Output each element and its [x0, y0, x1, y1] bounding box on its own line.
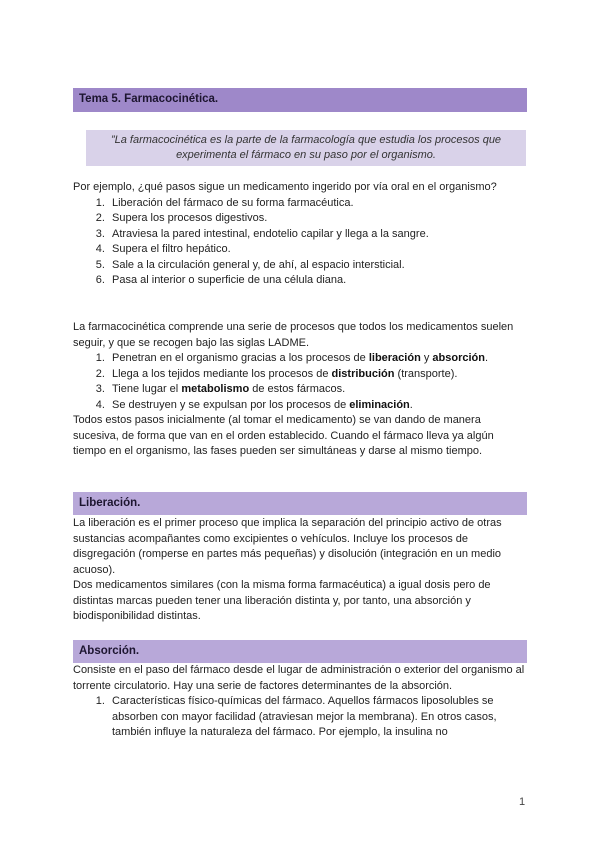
- list-item: 6. Pasa al interior o superficie de una célula diana.: [108, 273, 529, 289]
- list-item: 2. Supera los procesos digestivos.: [108, 211, 529, 227]
- list-item: 4. Supera el filtro hepático.: [108, 242, 529, 258]
- list-item: 3. Atraviesa la pared intestinal, endotelio capilar y llega a la sangre.: [108, 227, 529, 243]
- intro-section: [73, 180, 529, 289]
- liberacion-paragraph-1: La liberación es el primer proceso que implica la separación del principio activo de otras sustancias acompañantes como excipientes o vehículos. Incluye los procesos de disgregación (romperse en partes más pequeñas) y disolución (integración en un medio acuoso).: [73, 517, 502, 576]
- item-text: (transporte).: [394, 367, 458, 380]
- ladme-closing: Todos estos pasos inicialmente (al tomar el medicamento) se van dando de manera sucesiva, de forma que van en el orden establecido. Cuando el fármaco lleva ya algún tiempo en el organismo, las fases pueden ser simultáneas y darse al mismo tiempo.: [73, 414, 494, 457]
- item-text: Penetran en el organismo gracias a los procesos de: [112, 352, 369, 364]
- ladme-section: [73, 320, 529, 460]
- section-heading-absorcion: Absorción.: [73, 640, 527, 663]
- keyword-distribucion: distribución: [331, 367, 395, 380]
- absorcion-paragraph-1: Consiste en el paso del fármaco desde el lugar de administración o exterior del organismo al torrente circulatorio. Hay una serie de factores determinantes de la absorción.: [73, 664, 525, 692]
- item-text: y: [420, 352, 433, 364]
- list-item: 5. Sale a la circulación general y, de ahí, al espacio intersticial.: [108, 258, 529, 274]
- definition-quote: ”La farmacocinética es la parte de la farmacología que estudia los procesos que experimenta el fármaco en su paso por el organismo.: [86, 130, 526, 166]
- absorcion-factors-list: [73, 694, 529, 741]
- section-heading-liberacion: Liberación.: [73, 492, 527, 515]
- keyword-absorcion: absorción: [432, 352, 485, 364]
- item-text: .: [485, 352, 489, 364]
- liberacion-section: [73, 516, 529, 625]
- intro-question: Por ejemplo, ¿qué pasos sigue un medicamento ingerido por vía oral en el organismo?: [73, 181, 497, 193]
- ladme-intro: La farmacocinética comprende una serie de procesos que todos los medicamentos suelen seguir, y que se recogen bajo las siglas LADME.: [73, 321, 514, 349]
- list-item: [108, 351, 529, 367]
- list-item: [108, 398, 529, 414]
- item-text: Llega a los tejidos mediante los procesos de: [112, 367, 332, 380]
- list-item: [108, 382, 529, 398]
- keyword-eliminacion: eliminación: [349, 398, 410, 411]
- ladme-list: [73, 351, 529, 413]
- page-number: 1: [519, 796, 526, 808]
- list-item: 1. Características físico-químicas del fármaco. Aquellos fármacos liposolubles se absorben con mayor facilidad (atraviesan mejor la membrana). En otros casos, también influye la naturaleza del fármaco. Por ejemplo, la insulina no: [108, 694, 529, 741]
- absorcion-section: [73, 663, 529, 741]
- item-text: Tiene lugar el: [112, 383, 182, 395]
- liberacion-paragraph-2: Dos medicamentos similares (con la misma forma farmacéutica) a igual dosis pero de distintas marcas pueden tener una liberación distinta y, por tanto, una absorción y biodisponibilidad distintas.: [73, 579, 491, 622]
- oral-route-steps-list: [73, 196, 529, 289]
- item-text: Se destruyen y se expulsan por los procesos de: [112, 398, 350, 411]
- item-text: de estos fármacos.: [249, 383, 346, 395]
- list-item: 1. Liberación del fármaco de su forma farmacéutica.: [108, 196, 529, 212]
- item-text: .: [409, 398, 413, 411]
- list-item: [108, 367, 529, 383]
- keyword-metabolismo: metabolismo: [181, 383, 250, 395]
- keyword-liberacion: liberación: [368, 352, 421, 364]
- page-title: Tema 5. Farmacocinética.: [73, 88, 527, 112]
